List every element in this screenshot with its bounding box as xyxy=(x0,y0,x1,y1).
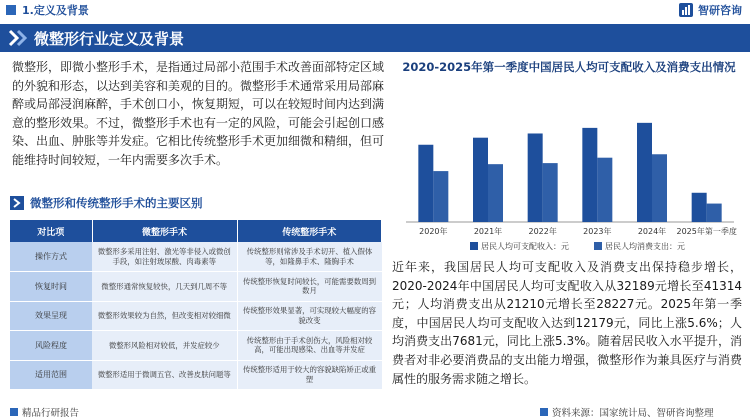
title-band xyxy=(0,24,750,52)
bar-consumption xyxy=(488,164,503,222)
table-cell: 微整形通常恢复较快，几天到几周不等 xyxy=(92,272,237,302)
table-cell: 微整形风险相对较低，并发症较少 xyxy=(92,331,237,361)
bar-consumption xyxy=(597,158,612,222)
table-header-row xyxy=(10,220,382,242)
table-cell: 微整形多采用注射、激光等非侵入或微创手段，如注射玻尿酸、肉毒素等 xyxy=(92,242,237,272)
footer-marker-icon xyxy=(10,408,18,416)
section-tag xyxy=(6,3,89,17)
legend-swatch xyxy=(470,242,478,250)
legend-swatch xyxy=(594,242,602,250)
table-cell: 传统整形效果显著，可实现较大幅度的容貌改变 xyxy=(237,301,382,331)
table-title: 微整形和传统整形手术的主要区别 xyxy=(30,196,203,210)
bar-income xyxy=(692,193,707,222)
table-cell: 微整形适用于微调五官、改善皮肤问题等 xyxy=(92,360,237,390)
table-heading-icon xyxy=(10,196,24,210)
top-bar xyxy=(0,0,750,20)
analysis-paragraph: 近年来，我国居民人均可支配收入及消费支出保持稳步增长，2020-2024年中国居民人均可支配收入从32189元增长至41314元；人均消费支出从21210元增长至28227元。2025年第一季度，中国居民人均可支配收入达到12179元，同比上涨5.6%；人均消费支出7681元，同比上涨5.3%。随着居民收入水平提升，消费者对非必要消费品的支出能力增强，微整形作为兼具医疗与消费属性的服务需求随之增长。 xyxy=(392,260,742,386)
table-cell: 传统整形恢复时间较长，可能需要数周到数月 xyxy=(237,272,382,302)
bar-income xyxy=(473,138,488,222)
bar-consumption xyxy=(707,204,722,222)
section-title: 1.定义及背景 xyxy=(22,4,89,17)
table-cell: 传统整形适用于较大的容貌缺陷矫正或重塑 xyxy=(237,360,382,390)
bar-income xyxy=(637,123,652,222)
table-cell: 微整形效果较为自然，但改变相对较细微 xyxy=(92,301,237,331)
table-cell: 风险程度 xyxy=(10,331,92,361)
x-tick-label: 2025年第一季度 xyxy=(676,227,737,236)
brand xyxy=(678,2,742,18)
table-cell: 恢复时间 xyxy=(10,272,92,302)
bar-consumption xyxy=(652,154,667,222)
income-consumption-chart xyxy=(398,100,740,256)
section-marker-icon xyxy=(6,5,16,15)
brand-name: 智研咨询 xyxy=(698,4,742,17)
table-cell: 适用范围 xyxy=(10,360,92,390)
chart-title: 2020-2025年第一季度中国居民人均可支配收入及消费支出情况 xyxy=(402,60,736,74)
table-cell: 传统整形则常涉及手术切开、植入假体等，如隆鼻手术、隆胸手术 xyxy=(237,242,382,272)
x-tick-label: 2022年 xyxy=(528,227,557,236)
x-tick-label: 2023年 xyxy=(583,227,612,236)
footer-source-text: 资料来源：国家统计局、智研咨询整理 xyxy=(552,408,714,419)
page-title: 微整形行业定义及背景 xyxy=(34,30,185,48)
table-header-cell: 微整形手术 xyxy=(92,220,237,242)
table-header-cell: 对比项 xyxy=(10,220,92,242)
brand-logo-icon xyxy=(678,2,694,18)
bar-income xyxy=(418,145,433,222)
table-cell: 传统整形由于手术创伤大，风险相对较高，可能出现感染、出血等并发症 xyxy=(237,331,382,361)
table-cell: 效果呈现 xyxy=(10,301,92,331)
bar-income xyxy=(528,133,543,222)
chevron-right-icon xyxy=(6,24,30,52)
comparison-table xyxy=(10,220,382,390)
legend-label: 居民人均可支配收入：元 xyxy=(481,242,569,251)
x-tick-label: 2020年 xyxy=(419,227,448,236)
table-row xyxy=(10,301,382,331)
table-header-cell: 传统整形手术 xyxy=(237,220,382,242)
footer xyxy=(0,403,750,420)
bar-consumption xyxy=(433,171,448,222)
bar-income xyxy=(582,128,597,222)
bar-consumption xyxy=(543,163,558,222)
x-tick-label: 2024年 xyxy=(637,227,667,236)
table-cell: 操作方式 xyxy=(10,242,92,272)
source-marker-icon xyxy=(540,408,548,416)
legend-label: 居民人均消费支出：元 xyxy=(605,242,685,251)
table-row xyxy=(10,242,382,272)
table-heading xyxy=(10,195,203,211)
table-row xyxy=(10,331,382,361)
footer-left-text: 精品行研报告 xyxy=(22,408,80,419)
table-row xyxy=(10,272,382,302)
x-tick-label: 2021年 xyxy=(473,227,503,236)
table-row xyxy=(10,360,382,390)
intro-paragraph: 微整形，即微小整形手术，是指通过局部小范围手术改善面部特定区域的外貌和形态，以达到美容和美观的目的。微整形手术通常采用局部麻醉或局部浸润麻醉，手术创口小，恢复期短，可以在较短时间内达到满意的整形效果。不过，微整形手术也有一定的风险，可能会引起创口感染、出血、肿胀等并发症。它相比传统整形手术更加细微和精细，但可能维持时间较短，一年内需要多次手术。 xyxy=(12,60,385,167)
